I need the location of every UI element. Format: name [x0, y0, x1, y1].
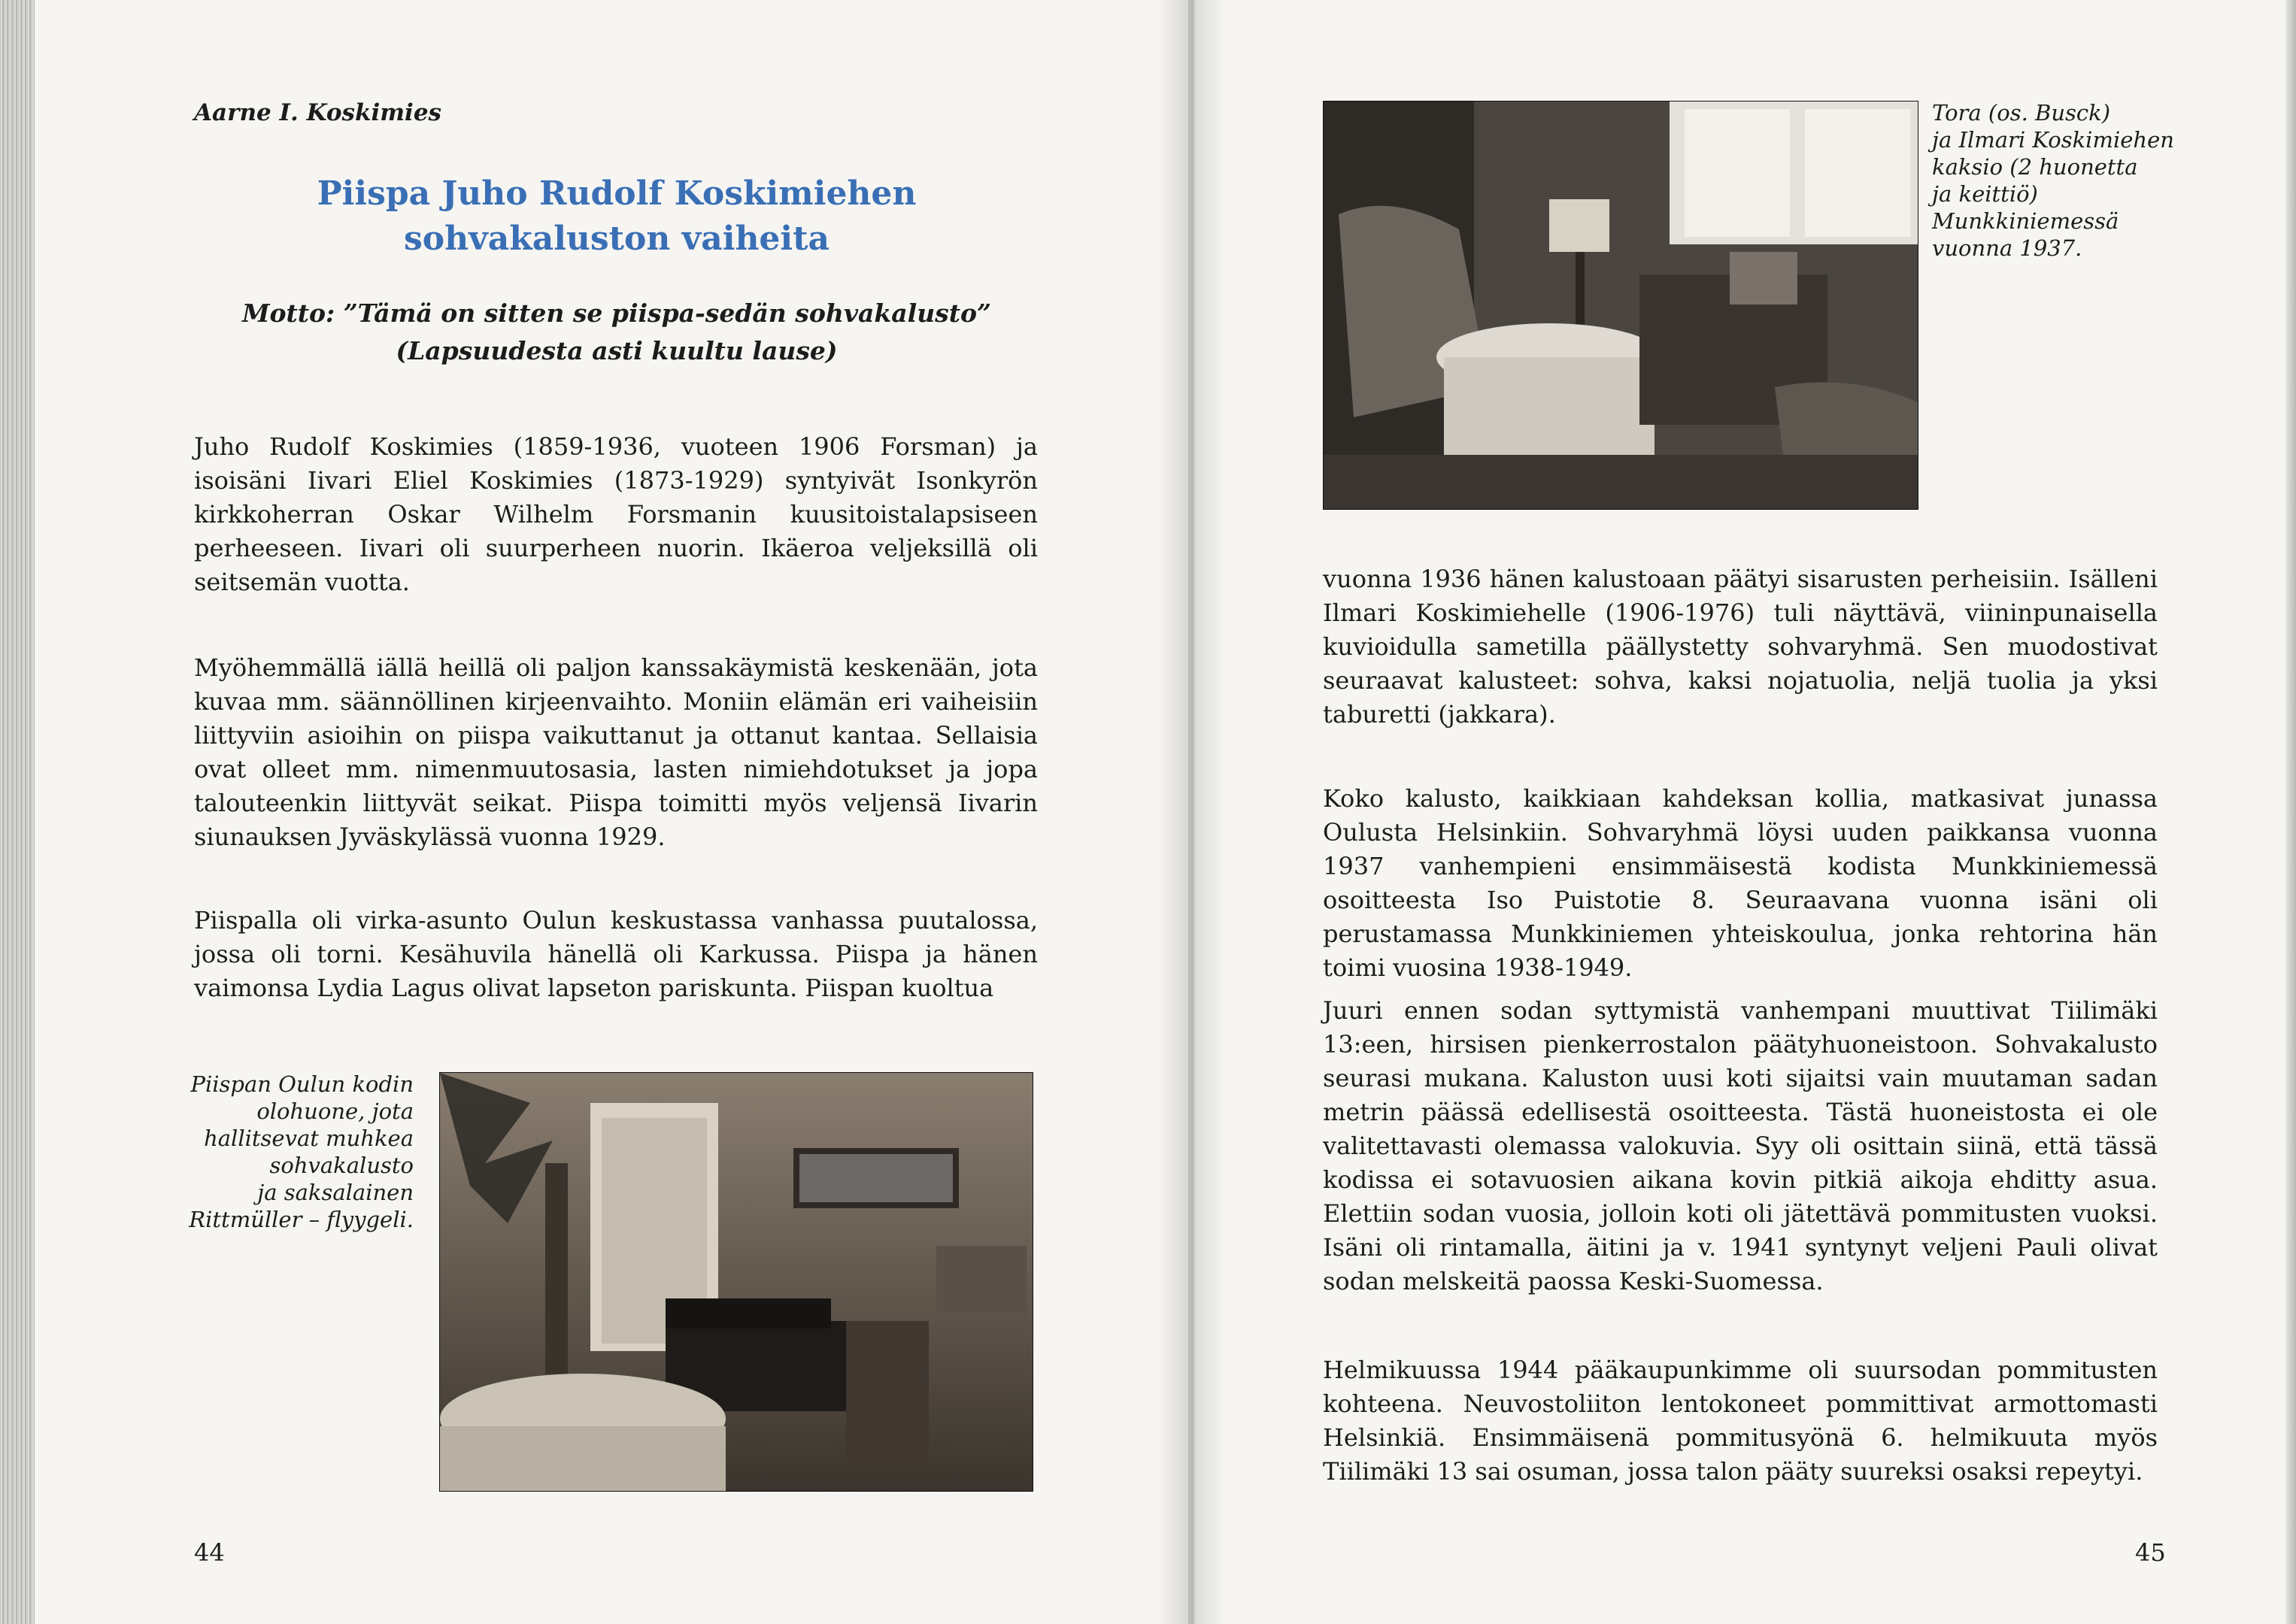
- caption-line: vuonna 1937.: [1932, 235, 2082, 261]
- motto-line-1: Motto: ”Tämä on sitten se piispa-sedän sohvakalusto”: [241, 298, 991, 328]
- page-number-right: 45: [2135, 1538, 2166, 1567]
- page-number-left: 44: [194, 1538, 225, 1567]
- page-edge-shadow: [2285, 0, 2296, 1624]
- paragraph-3: Piispalla oli virka-asunto Oulun keskustassa vanhassa puutalossa, jossa oli torni. Kesähuvila hänellä oli Karkussa. Piispa ja hänen vaimonsa Lydia Lagus olivat lapseton pariskunta. Piispan kuoltua: [194, 906, 1038, 1002]
- paragraph-4: vuonna 1936 hänen kalustoaan päätyi sisarusten perheisiin. Isälleni Ilmari Koskimiehelle (1906-1976) tuli näyttävä, viininpunaisella kuvioidulla sametilla päällystetty sohvaryhmä. Sen muodostivat seuraavat kalusteet: sohva, kaksi nojatuolia, neljä tuolia ja yksi taburetti (jakkara).: [1323, 565, 2158, 729]
- photo-living-room-oulu: [439, 1072, 1033, 1492]
- caption-line: ja saksalainen: [257, 1180, 414, 1205]
- running-head-author: Aarne I. Koskimies: [194, 99, 442, 126]
- photo-munkkiniemi-apartment: [1323, 101, 1918, 510]
- motto-line-2: (Lapsuudesta asti kuultu lause): [396, 336, 838, 365]
- caption-line: Rittmüller – flyygeli.: [189, 1207, 414, 1232]
- caption-line: Tora (os. Busck): [1932, 100, 2111, 126]
- photo-caption-right: [1932, 99, 2180, 262]
- caption-line: ja keittiö): [1932, 181, 2038, 207]
- caption-line: ja Ilmari Koskimiehen: [1932, 127, 2174, 153]
- paragraph-2: Myöhemmällä iällä heillä oli paljon kanssakäymistä keskenään, jota kuvaa mm. säännöllinen kirjeenvaihto. Moniin elämän eri vaiheisiin liittyviin asioihin on piispa vaikuttanut ja ottanut kantaa. Sellaisia ovat olleet mm. nimenmuutosasia, lasten nimiehdotukset ja jopa talouteenkin liittyvät seikat. Piispa toimitti myös veljensä Iivarin siunauksen Jyväskylässä vuonna 1929.: [194, 653, 1038, 851]
- caption-line: sohvakalusto: [269, 1153, 414, 1178]
- caption-line: kaksio (2 huonetta: [1932, 154, 2138, 180]
- photo-munkkiniemi-apartment-illustration: [1324, 102, 1918, 509]
- photo-caption-left: [180, 1071, 414, 1233]
- right-page: [1190, 0, 2296, 1624]
- caption-line: Piispan Oulun kodin: [190, 1071, 414, 1097]
- paragraph-5: Koko kalusto, kaikkiaan kahdeksan kollia, matkasivat junassa Oulusta Helsinkiin. Sohvaryhmä löysi uuden paikkansa vuonna 1937 vanhempieni ensimmäisestä kodista Munkkiniemessä osoitteesta Iso Puistotie 8. Seuraavana vuonna isäni oli perustamassa Munkkiniemen yhteiskoulua, jonka rehtorina hän toimi vuosina 1938-1949.: [1323, 784, 2158, 982]
- caption-line: hallitsevat muhkea: [204, 1126, 414, 1151]
- paragraph-6: Juuri ennen sodan syttymistä vanhempani muuttivat Tiilimäki 13:een, hirsisen pienkerrostalon päätyhuoneistoon. Sohvakalusto seurasi mukana. Kaluston uusi koti sijaitsi vain muutaman sadan metrin päässä edellisestä osoitteesta. Tästä huoneistosta ei ole valitettavasti olemassa valokuvia. Syy oli osittain siinä, että tässä kodissa ei sotavuosien aikana kovin pitkiä aikoja ehditty asua. Elettiin sodan vuosia, jolloin koti oli jätettävä pommitusten vuoksi. Isäni oli rintamalla, äitini ja v. 1941 syntynyt veljeni Pauli olivat sodan melskeitä paossa Keski-Suomessa.: [1323, 996, 2158, 1295]
- caption-line: Munkkiniemessä: [1932, 208, 2119, 234]
- paragraph-7: Helmikuussa 1944 pääkaupunkimme oli suursodan pommitusten kohteena. Neuvostoliiton lentokoneet pommittivat armottomasti Helsinkiä. Ensimmäisenä pommitusyönä 6. helmikuuta myös Tiilimäki 13 sai osuman, jossa talon pääty suureksi osaksi repeytyi.: [1323, 1356, 2158, 1486]
- page-edge-texture: [0, 0, 35, 1624]
- paragraph-1: Juho Rudolf Koskimies (1859-1936, vuoteen 1906 Forsman) ja isoisäni Iivari Eliel Koskimies (1873-1929) syntyivät Isonkyrön kirkkoherran Oskar Wilhelm Forsmanin kuusitoistalapsiseen perheeseen. Iivari oli suurperheen nuorin. Ikäeroa veljeksillä oli seitsemän vuotta.: [194, 432, 1038, 596]
- motto: [226, 295, 1008, 370]
- title-line-2: sohvakaluston vaiheita: [404, 220, 830, 258]
- caption-line: olohuone, jota: [256, 1098, 414, 1124]
- article-title: [226, 171, 1008, 262]
- title-line-1: Piispa Juho Rudolf Koskimiehen: [317, 174, 917, 213]
- photo-living-room-oulu-illustration: [440, 1073, 1033, 1491]
